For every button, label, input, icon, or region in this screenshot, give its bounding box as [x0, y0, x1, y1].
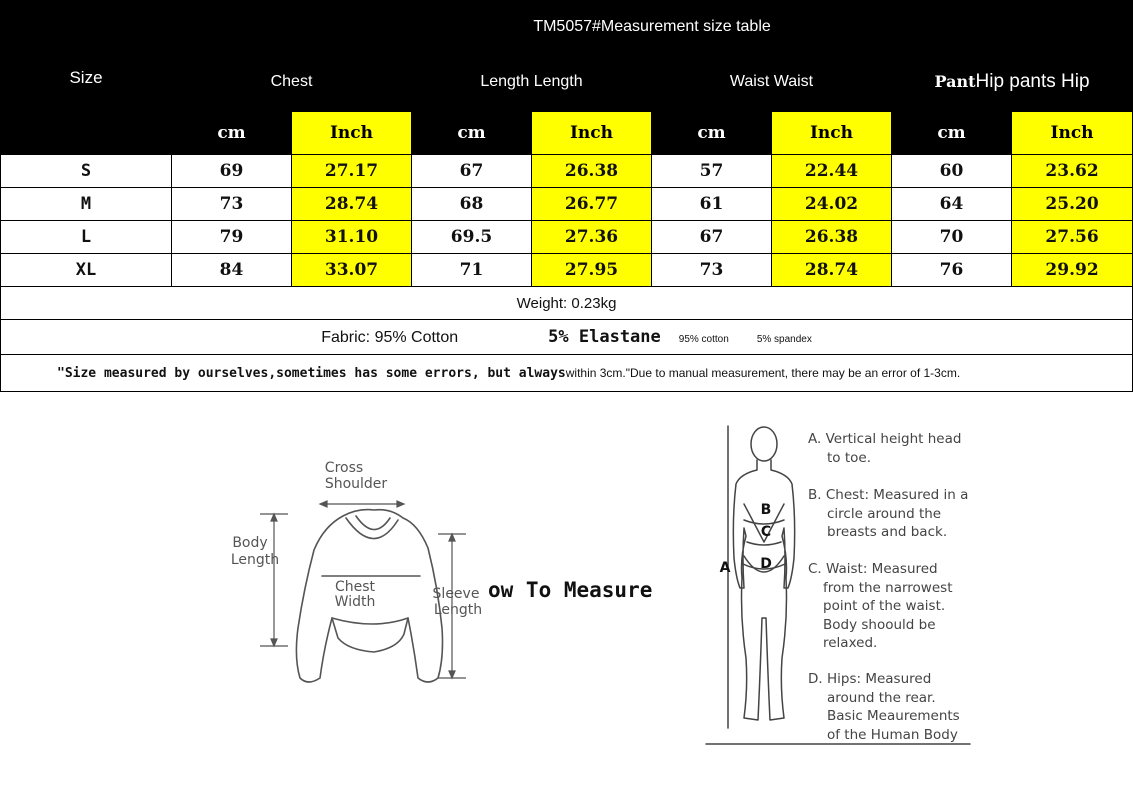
sleeve-length-label-1: Sleeve [432, 586, 480, 602]
length-cm-unit: cm [412, 112, 532, 155]
chest-inch-value: 27.17 [292, 155, 412, 188]
length-cm-value: 71 [412, 254, 532, 287]
legend-a [808, 430, 961, 467]
hip-cm-value: 64 [892, 188, 1012, 221]
legend-a-line-2: to toe. [827, 449, 871, 466]
marker-a: A [719, 560, 731, 576]
note-text-1: "Size measured by ourselves,sometimes has some errors, but always [57, 366, 566, 381]
how-to-measure-title: ow To Measure [488, 578, 653, 602]
hip-inch-unit: Inch [1012, 112, 1133, 155]
legend-c [808, 560, 952, 653]
legend-c-line-3: point of the waist. [823, 598, 946, 614]
arrowhead [449, 671, 455, 678]
note-row [1, 355, 1133, 392]
arrowhead [449, 534, 455, 541]
shirt-hem [332, 618, 408, 624]
waist-inch-unit: Inch [772, 112, 892, 155]
legend-d-line-1: D. Hips: Measured [808, 671, 932, 687]
length-cm-value: 68 [412, 188, 532, 221]
waist-cm-value: 73 [652, 254, 772, 287]
legend-b-line-3: breasts and back. [827, 524, 948, 540]
sleeve-length-label-2: Length [433, 602, 483, 618]
fabric-text-4: 5% spandex [756, 334, 812, 345]
hip-inch-value: 29.92 [1012, 254, 1133, 287]
chest-cm-unit: cm [172, 112, 292, 155]
legend-b-line-2: circle around the [827, 505, 942, 522]
waist-inch-value: 22.44 [772, 155, 892, 188]
legend-a-line-1: A. Vertical height head [808, 431, 962, 447]
table-row [1, 188, 1133, 221]
body-length-label-1: Body [232, 535, 268, 551]
fabric-text-1: Fabric: 95% Cotton [321, 329, 459, 346]
length-inch-value: 27.95 [532, 254, 652, 287]
marker-b: B [760, 502, 772, 518]
hip-cm-value: 70 [892, 221, 1012, 254]
arrowhead [271, 639, 277, 646]
shirt-neck-inner [356, 516, 390, 530]
waist-inch-value: 28.74 [772, 254, 892, 287]
chest-inch-unit: Inch [292, 112, 412, 155]
cross-shoulder-label-1: Cross [324, 460, 364, 476]
hip-header-label: Hip pants Hip [975, 71, 1090, 92]
chest-inch-value: 31.10 [292, 221, 412, 254]
legend-b-line-1: B. Chest: Measured in a [808, 487, 969, 503]
length-inch-value: 26.38 [532, 155, 652, 188]
legend-b [808, 486, 968, 542]
note-text-2: within 3cm."Due to manual measurement, there may be an error of 1-3cm. [565, 366, 961, 380]
cross-shoulder-label-2: Shoulder [324, 476, 388, 492]
waist-cm-value: 61 [652, 188, 772, 221]
size-table [0, 0, 1133, 392]
shirt-neckline [346, 518, 398, 539]
waist-cm-value: 67 [652, 221, 772, 254]
body-length-label-2: Length [230, 552, 280, 568]
table-title: TM5057#Measurement size table [172, 1, 1133, 53]
hip-header [892, 53, 1133, 112]
legend-d-line-3: Basic Meaurements [827, 708, 960, 724]
table-row [1, 221, 1133, 254]
chest-cm-value: 73 [172, 188, 292, 221]
legend-c-line-5: relaxed. [823, 635, 878, 651]
size-label: S [1, 155, 172, 188]
size-header: Size [1, 1, 172, 155]
hip-inch-value: 25.20 [1012, 188, 1133, 221]
arrowhead [397, 501, 404, 507]
chest-width-label-2: Width [334, 594, 376, 610]
chest-width-label-1: Chest [334, 579, 376, 595]
hip-header-prefix: Pant [934, 72, 976, 91]
chest-header: Chest [172, 53, 412, 112]
legend-d-line-4: of the Human Body [827, 726, 958, 743]
hip-cm-unit: cm [892, 112, 1012, 155]
waist-cm-value: 57 [652, 155, 772, 188]
legend-c-line-2: from the narrowest [823, 579, 953, 596]
shirt-measure-diagram [228, 458, 518, 693]
waist-inch-value: 26.38 [772, 221, 892, 254]
size-label: XL [1, 254, 172, 287]
marker-c: C [760, 524, 772, 540]
length-inch-value: 27.36 [532, 221, 652, 254]
length-cm-value: 67 [412, 155, 532, 188]
hip-inch-value: 23.62 [1012, 155, 1133, 188]
size-label: L [1, 221, 172, 254]
head [751, 427, 777, 461]
arrowhead [320, 501, 327, 507]
table-row [1, 254, 1133, 287]
chest-inch-value: 28.74 [292, 188, 412, 221]
length-header: Length Length [412, 53, 652, 112]
fabric-row [1, 320, 1133, 355]
chest-cm-value: 69 [172, 155, 292, 188]
body-outline [733, 460, 794, 720]
chest-inch-value: 33.07 [292, 254, 412, 287]
waist-cm-unit: cm [652, 112, 772, 155]
chest-cm-value: 79 [172, 221, 292, 254]
table-row [1, 155, 1133, 188]
hip-inch-value: 27.56 [1012, 221, 1133, 254]
weight-row: Weight: 0.23kg [1, 287, 1133, 320]
marker-d: D [760, 556, 772, 572]
chest-cm-value: 84 [172, 254, 292, 287]
fabric-text-3: 95% cotton [678, 334, 729, 345]
fabric-text-2: 5% Elastane [548, 327, 661, 347]
length-inch-value: 26.77 [532, 188, 652, 221]
legend-c-line-4: Body shoould be [823, 616, 936, 633]
size-label: M [1, 188, 172, 221]
legend-c-line-1: C. Waist: Measured [808, 561, 938, 577]
waist-inch-value: 24.02 [772, 188, 892, 221]
legend-d [808, 670, 960, 744]
hip-cm-value: 76 [892, 254, 1012, 287]
hip-cm-value: 60 [892, 155, 1012, 188]
length-inch-unit: Inch [532, 112, 652, 155]
length-cm-value: 69.5 [412, 221, 532, 254]
waist-header: Waist Waist [652, 53, 892, 112]
legend-d-line-2: around the rear. [827, 689, 936, 706]
arrowhead [271, 514, 277, 521]
